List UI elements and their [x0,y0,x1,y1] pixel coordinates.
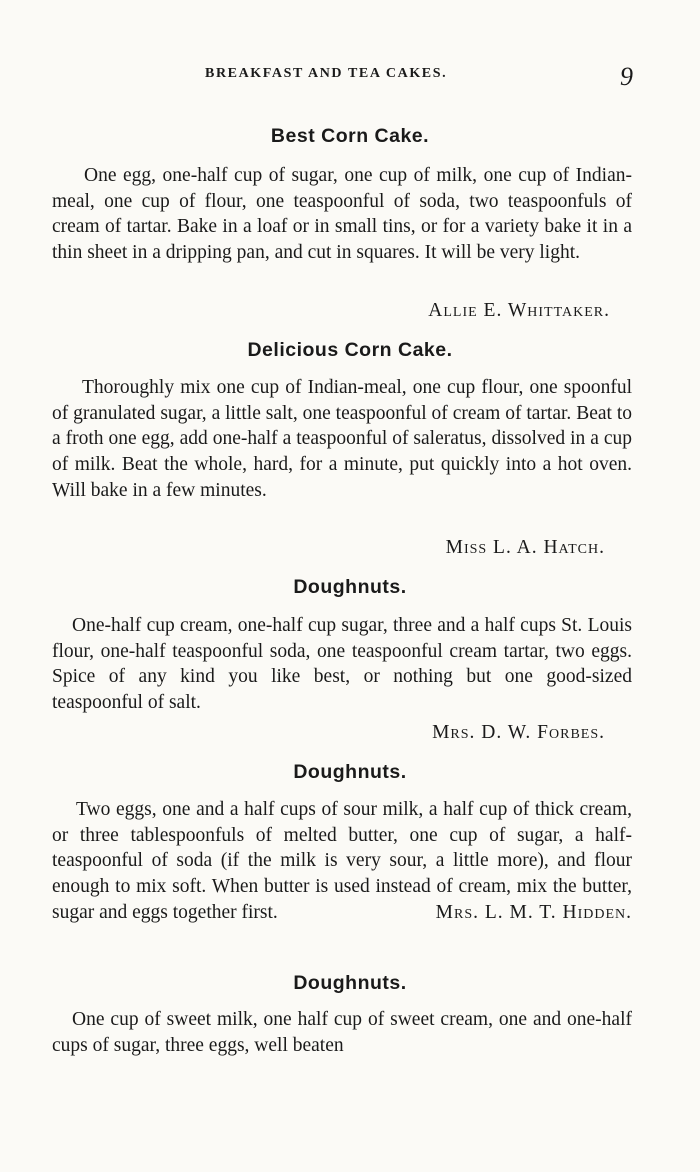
page-number: 9 [620,62,633,91]
running-head: BREAKFAST AND TEA CAKES. [205,66,448,81]
page-header [0,64,700,94]
recipe-author: Mrs. L. M. T. Hidden. [435,901,632,923]
recipe-author: Mrs. D. W. Forbes. [432,722,605,743]
recipe-body: Thoroughly mix one cup of Indian-meal, one cup flour, one spoonful of granulated sugar, a little salt, one teaspoonful of cream of tartar. Beat to a froth one egg, add one-half a teaspoonful of saleratus, dissolved in a cup of milk. Beat the whole, hard, for a minute, put quickly into a hot oven. Will bake in a few minutes. [52,377,632,501]
recipe-title: Doughnuts. [293,761,407,783]
recipe-title: Best Corn Cake. [270,125,430,147]
recipe-body [52,797,632,926]
recipe-body: One egg, one-half cup of sugar, one cup of milk, one cup of Indian-meal, one cup of flour, one teaspoonful of soda, two teaspoonfuls of cream of tartar. Bake in a loaf or in small tins, or for a variety bake it in a thin sheet in a dripping pan, and cut in squares. It will be very light. [52,165,632,264]
recipe-body: One-half cup cream, one-half cup sugar, three and a half cups St. Louis flour, one-half teaspoonful soda, one teaspoonful cream tartar, two eggs. Spice of any kind you like best, or nothing but one good-sized teaspoonful of salt. [52,615,632,714]
recipe-title: Doughnuts. [293,576,407,598]
recipe-body: One cup of sweet milk, one half cup of sweet cream, one and one-half cups of sugar, three eggs, well beaten [52,1009,632,1056]
recipe-title: Delicious Corn Cake. [247,339,453,361]
recipe-body-text: Two eggs, one and a half cups of sour milk, a half cup of thick cream, or three tablespoonfuls of melted butter, one cup of sugar, a half-teaspoonful of soda (if the milk is very sour, a little more), and flour enough to mix soft. When butter is used instead of cream, mix the butter, sugar and eggs together first. [52,799,632,923]
recipe-author: Miss L. A. Hatch. [445,537,605,558]
recipe-title: Doughnuts. [293,972,407,994]
recipe-author: Allie E. Whittaker. [428,300,610,321]
